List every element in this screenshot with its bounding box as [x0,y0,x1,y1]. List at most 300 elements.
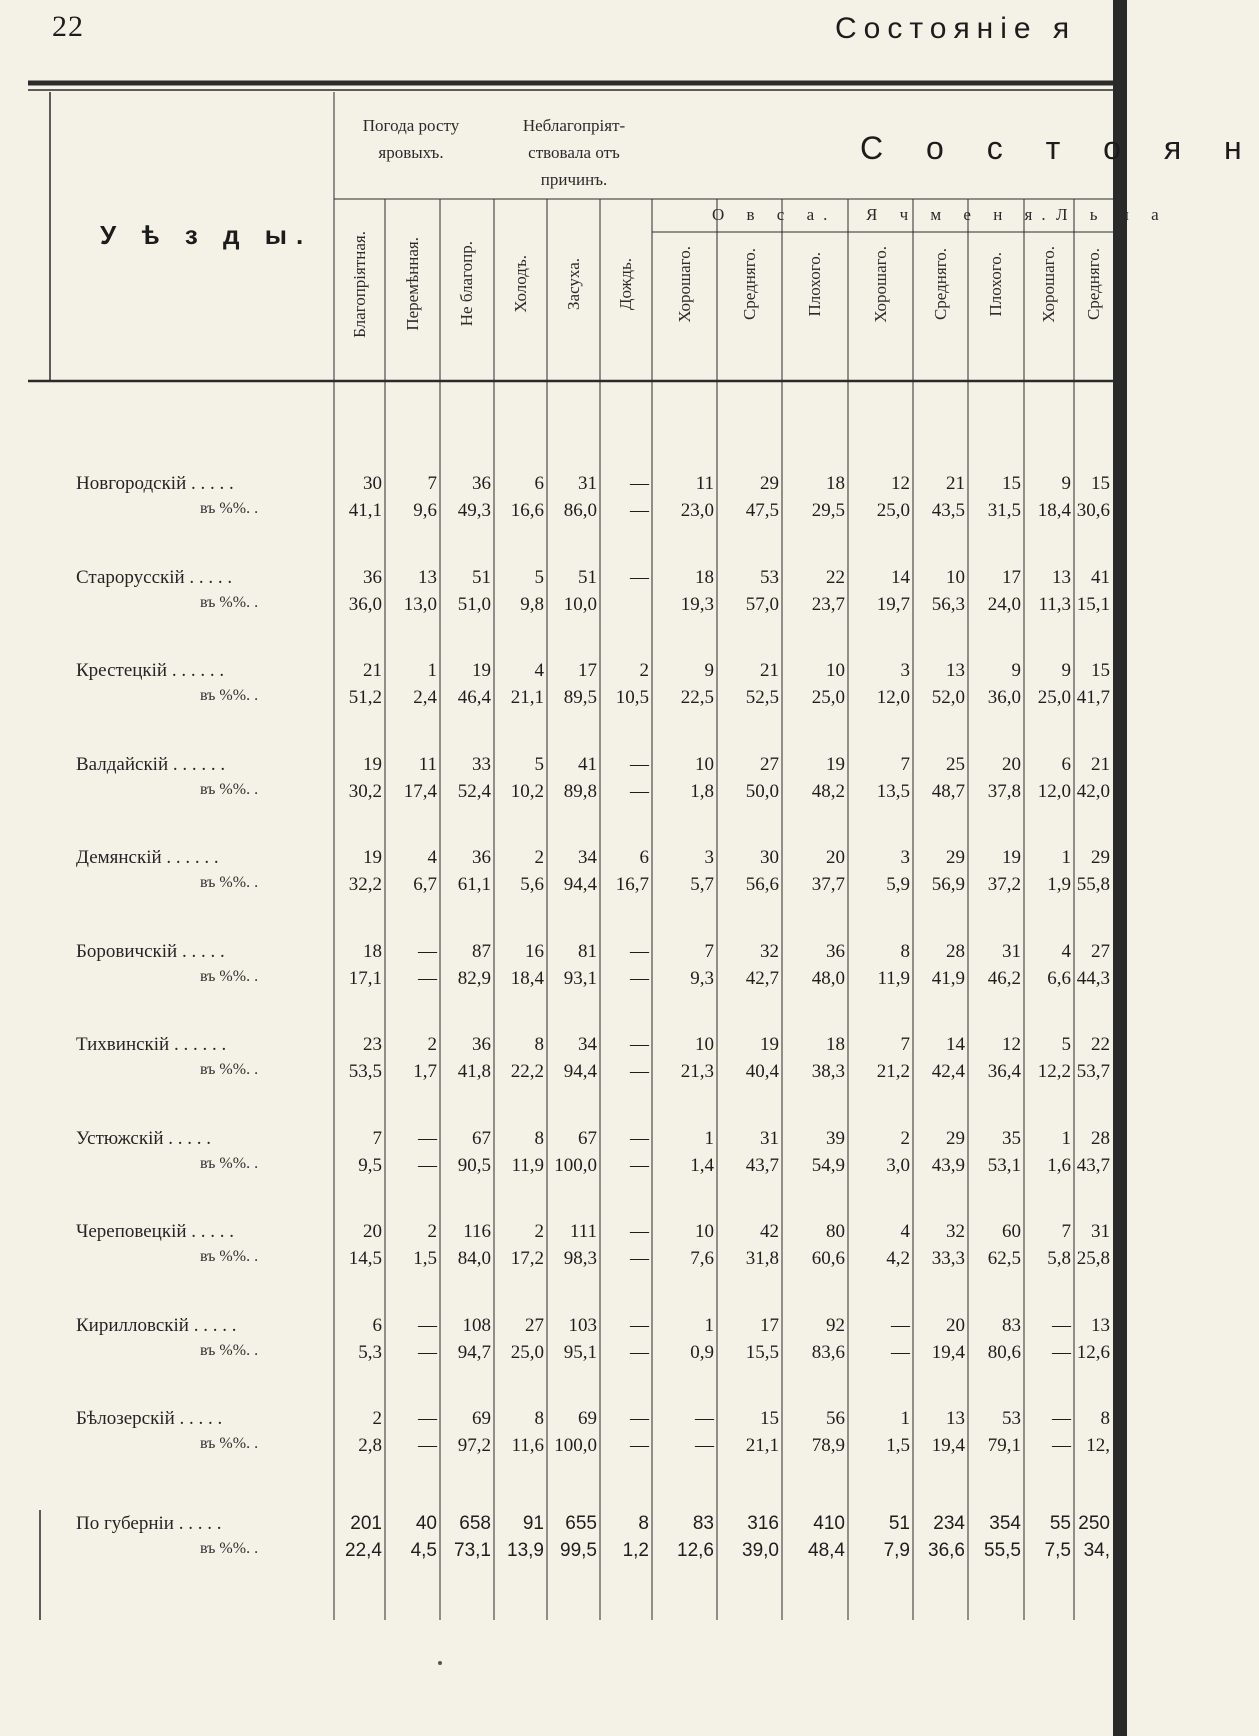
count-cell: 22 [1091,1034,1110,1055]
count-cell: — [630,1034,649,1055]
count-cell: — [1052,1314,1071,1336]
count-cell: — [418,1127,437,1149]
count-cell: 6 [639,847,649,868]
count-cell: 9 [704,660,714,681]
percent-label: въ %%. . [200,687,259,704]
district-name: Боровичскiй . . . . . [76,940,225,962]
adverse-group-header: Неблагопрiят-ствовала отъ причинъ. [522,116,626,189]
count-cell: 19 [826,753,845,775]
count-cell: 33 [472,753,491,775]
count-cell: 18 [826,473,845,494]
percent-cell: 21,3 [680,1061,714,1082]
percent-cell: 41,9 [931,967,965,989]
count-cell: 2 [534,847,544,868]
count-cell: 40 [415,1512,437,1534]
count-cell: 92 [826,1314,845,1336]
percent-cell: 44,3 [1076,967,1110,989]
count-cell: 1 [900,1408,910,1429]
percent-cell: 22,4 [345,1539,382,1561]
percent-cell: 49,3 [457,500,491,521]
percent-cell: — [418,1435,437,1456]
percent-cell: 98,3 [563,1248,597,1269]
barley-group-header: Я ч м е н я. [866,205,1055,224]
count-cell: 2 [639,660,649,681]
percent-cell: 25,0 [510,1341,544,1363]
count-cell: 201 [350,1512,382,1534]
percent-label: въ %%. . [200,1539,259,1557]
percent-cell: 37,8 [987,780,1021,802]
count-cell: 67 [472,1127,491,1149]
stub-header: У ѣ з д ы. [100,220,313,250]
count-cell: 15 [1091,660,1110,681]
count-cell: 11 [418,753,437,775]
count-cell: 36 [363,566,382,588]
count-cell: 2 [372,1408,382,1429]
percent-cell: 46,2 [987,967,1021,989]
column-header: Засуха. [563,258,583,310]
percent-cell: 94,4 [563,1061,597,1082]
count-cell: 13 [946,1408,965,1429]
count-cell: 18 [695,566,714,588]
count-cell: 69 [472,1408,491,1429]
count-cell: 5 [534,566,544,588]
count-cell: 29 [946,847,965,868]
percent-cell: 22,2 [510,1061,544,1082]
count-cell: 29 [760,473,779,494]
count-cell: 60 [1002,1221,1021,1242]
percent-cell: 18,4 [1037,500,1071,521]
percent-cell: 11,6 [511,1435,544,1456]
count-cell: 41 [1091,566,1110,588]
count-cell: 21 [363,660,382,681]
count-cell: 234 [933,1512,965,1534]
district-name: Валдайскiй . . . . . . [76,753,226,775]
percent-cell: 21,1 [510,687,544,708]
percent-cell: 5,9 [886,874,910,895]
count-cell: 15 [760,1408,779,1429]
count-cell: 19 [1002,847,1021,868]
count-cell: 4 [427,847,437,868]
percent-cell: 100,0 [554,1154,597,1176]
percent-cell: — [630,500,649,521]
percent-cell: 21,1 [745,1435,779,1456]
count-cell: 20 [1002,753,1021,775]
count-cell: 10 [826,660,845,681]
percent-cell: 36,0 [348,593,382,615]
count-cell: 30 [760,847,779,868]
page-number: 22 [52,10,84,43]
percent-cell: 46,4 [457,687,491,708]
page-edge-shadow [1113,0,1127,1736]
percent-cell: 2,4 [413,687,437,708]
percent-cell: 10,0 [563,593,597,615]
oats-group-header: О в с а. [712,205,837,224]
percent-cell: 43,5 [931,500,965,521]
count-cell: 15 [1091,473,1110,494]
count-cell: 316 [747,1512,779,1534]
column-header: Холодъ. [510,255,530,313]
count-cell: 1 [1061,847,1071,868]
percent-cell: 9,8 [520,593,544,615]
count-cell: 21 [1091,753,1110,775]
count-cell: 1 [704,1314,714,1336]
percent-cell: 11,9 [511,1154,544,1176]
percent-label: въ %%. . [200,1341,259,1359]
percent-cell: 57,0 [745,593,779,615]
percent-cell: — [1052,1341,1071,1363]
percent-cell: 53,5 [348,1061,382,1082]
percent-cell: 25,0 [876,500,910,521]
count-cell: 23 [363,1034,382,1055]
count-cell: 83 [692,1512,714,1534]
percent-cell: 42,4 [931,1061,965,1082]
percent-cell: 41,1 [348,500,382,521]
percent-cell: 16,6 [510,500,544,521]
count-cell: 3 [900,847,910,868]
count-cell: 35 [1002,1127,1021,1149]
count-cell: 53 [760,566,779,588]
count-cell: 41 [578,753,597,775]
count-cell: 21 [760,660,779,681]
count-cell: 655 [565,1512,597,1534]
percent-cell: 33,3 [931,1248,965,1269]
count-cell: 29 [1091,847,1110,868]
percent-cell: 19,4 [931,1435,965,1456]
district-name: Новгородскiй . . . . . [76,473,234,494]
percent-label: въ %%. . [200,874,259,891]
count-cell: — [418,1314,437,1336]
percent-cell: 56,3 [931,593,965,615]
percent-cell: 18,4 [510,967,544,989]
count-cell: — [418,1408,437,1429]
count-cell: 13 [418,566,437,588]
weather-group-header: Погода росту яровыхъ. [362,116,460,162]
count-cell: 17 [1002,566,1021,588]
count-cell: 8 [534,1034,544,1055]
count-cell: 91 [522,1512,544,1534]
count-cell: 10 [695,1221,714,1242]
count-cell: 3 [900,660,910,681]
column-header: Средняго. [1083,247,1103,321]
percent-cell: 90,5 [457,1154,491,1176]
count-cell: 53 [1002,1408,1021,1429]
percent-cell: 73,1 [454,1539,491,1561]
count-cell: — [630,566,649,588]
percent-cell: 25,0 [811,687,845,708]
percent-cell: 1,2 [622,1539,649,1561]
count-cell: 111 [569,1221,597,1242]
percent-cell: 54,9 [811,1154,845,1176]
count-cell: 4 [900,1221,910,1242]
percent-cell: 42,7 [745,967,779,989]
count-cell: 55 [1049,1512,1071,1534]
count-cell: 32 [760,940,779,962]
count-cell: 2 [534,1221,544,1242]
count-cell: 31 [1002,940,1021,962]
percent-cell: 41,7 [1076,687,1110,708]
percent-cell: 17,4 [403,780,437,802]
district-name: Бѣлозерскiй . . . . . [76,1408,223,1429]
percent-cell: 48,2 [811,780,845,802]
percent-cell: 7,6 [690,1248,714,1269]
percent-cell: 89,8 [563,780,597,802]
percent-cell: 30,2 [348,780,382,802]
percent-cell: 30,6 [1076,500,1110,521]
percent-label: въ %%. . [200,780,259,798]
percent-cell: 53,1 [987,1154,1021,1176]
count-cell: 83 [1002,1314,1021,1336]
count-cell: 1 [1061,1127,1071,1149]
percent-cell: 12,0 [876,687,910,708]
count-cell: 20 [826,847,845,868]
percent-cell: 19,3 [680,593,714,615]
percent-cell: 11,3 [1038,593,1071,615]
count-cell: 7 [900,1034,910,1055]
percent-cell: 53,7 [1076,1061,1110,1082]
percent-cell: 78,9 [811,1435,845,1456]
percent-cell: 94,7 [457,1341,491,1363]
percent-cell: 1,8 [690,780,714,802]
percent-cell: 32,2 [348,874,382,895]
count-cell: — [630,1408,649,1429]
count-cell: 67 [578,1127,597,1149]
percent-cell: 56,6 [745,874,779,895]
column-header: Благопрiятная. [349,230,369,338]
percent-cell: — [630,1061,649,1082]
percent-cell: 48,7 [931,780,965,802]
count-cell: 51 [888,1512,910,1534]
percent-cell: 13,5 [876,780,910,802]
district-name: Старорусскiй . . . . . [76,566,233,588]
count-cell: 31 [760,1127,779,1149]
count-cell: 9 [1061,473,1071,494]
percent-cell: 10,5 [615,687,649,708]
percent-cell: 52,4 [457,780,491,802]
count-cell: 8 [638,1512,649,1534]
count-cell: 410 [813,1512,845,1534]
count-cell: 354 [989,1512,1021,1534]
count-cell: 15 [1002,473,1021,494]
count-cell: 28 [946,940,965,962]
count-cell: 10 [695,1034,714,1055]
count-cell: — [630,940,649,962]
percent-label: въ %%. . [200,967,259,985]
percent-cell: 1,7 [413,1061,437,1082]
column-header: Хорошаго. [674,245,694,323]
percent-cell: 4,2 [886,1248,910,1269]
count-cell: 29 [946,1127,965,1149]
count-cell: 103 [568,1314,597,1336]
count-cell: 32 [946,1221,965,1242]
percent-cell: 50,0 [745,780,779,802]
percent-cell: 24,0 [987,593,1021,615]
count-cell: 108 [462,1314,491,1336]
count-cell: — [630,473,649,494]
percent-cell: — [418,1154,437,1176]
count-cell: 31 [578,473,597,494]
percent-cell: — [630,1435,649,1456]
percent-cell: 5,8 [1047,1248,1071,1269]
count-cell: 21 [946,473,965,494]
count-cell: 31 [1091,1221,1110,1242]
column-header: Хорошаго. [1039,245,1058,323]
count-cell: — [695,1408,714,1429]
column-header: Перемѣнная. [402,237,422,331]
count-cell: 658 [459,1512,491,1534]
column-header: Средняго. [930,247,950,321]
percent-cell: 6,6 [1047,967,1071,989]
percent-cell: — [695,1435,714,1456]
percent-cell: 43,7 [745,1154,779,1176]
percent-cell: 25,0 [1037,687,1071,708]
running-title: Состоянiе я [835,12,1077,45]
count-cell: 7 [1061,1221,1071,1242]
count-cell: 17 [760,1314,779,1336]
percent-cell: 4,5 [410,1539,437,1561]
count-cell: 13 [1091,1314,1110,1336]
count-cell: 2 [427,1221,437,1242]
count-cell: 4 [1061,940,1071,962]
percent-cell: 19,7 [876,593,910,615]
percent-label: въ %%. . [200,1248,259,1265]
percent-cell: 43,7 [1076,1154,1110,1176]
percent-cell: 56,9 [931,874,965,895]
percent-cell: 12, [1086,1435,1110,1456]
percent-label: въ %%. . [200,1435,259,1452]
percent-cell: 15,5 [745,1341,779,1363]
percent-cell: 13,0 [403,593,437,615]
count-cell: 12 [1002,1034,1021,1055]
count-cell: 12 [891,473,910,494]
count-cell: 34 [578,847,597,868]
count-cell: 36 [472,1034,491,1055]
count-cell: 5 [534,753,544,775]
count-cell: 10 [695,753,714,775]
percent-cell: 37,7 [811,874,845,895]
column-header: Хорошаго. [870,245,890,323]
percent-cell: 84,0 [457,1248,491,1269]
district-name: Устюжскiй . . . . . [76,1127,212,1149]
percent-cell: 80,6 [987,1341,1021,1363]
count-cell: 1 [427,660,437,681]
count-cell: 18 [363,940,382,962]
count-cell: 8 [900,940,910,962]
percent-cell: 1,5 [413,1248,437,1269]
percent-cell: 25,8 [1076,1248,1110,1269]
percent-cell: 60,6 [811,1248,845,1269]
percent-cell: — [630,780,649,802]
percent-cell: 100,0 [554,1435,597,1456]
count-cell: — [630,753,649,775]
percent-cell: 29,5 [811,500,845,521]
count-cell: 6 [534,473,544,494]
district-name: Крестецкiй . . . . . . [76,660,225,681]
count-cell: 81 [578,940,597,962]
percent-cell: 97,2 [457,1435,491,1456]
count-cell: 8 [1100,1408,1110,1429]
count-cell: 1 [704,1127,714,1149]
count-cell: 87 [472,940,491,962]
percent-cell: 40,4 [745,1061,779,1082]
percent-cell: 9,5 [358,1154,382,1176]
percent-cell: 52,5 [745,687,779,708]
percent-cell: 36,4 [987,1061,1021,1082]
count-cell: 19 [363,753,382,775]
district-name: Череповецкiй . . . . . [76,1221,235,1242]
percent-cell: 6,7 [413,874,437,895]
percent-cell: 48,0 [811,967,845,989]
column-header: Дождь. [616,257,635,311]
percent-cell: 55,8 [1076,874,1110,895]
count-cell: — [891,1314,910,1336]
percent-cell: 52,0 [931,687,965,708]
count-cell: 19 [760,1034,779,1055]
count-cell: 7 [427,473,437,494]
count-cell: 42 [760,1221,779,1242]
speck [438,1661,442,1665]
percent-cell: 89,5 [563,687,597,708]
count-cell: 51 [472,566,491,588]
count-cell: 27 [525,1314,544,1336]
percent-cell: 47,5 [745,500,779,521]
column-header: Плохого. [805,251,824,317]
count-cell: 250 [1078,1512,1110,1534]
percent-cell: 22,5 [680,687,714,708]
count-cell: 8 [534,1127,544,1149]
percent-cell: 23,0 [680,500,714,521]
count-cell: 28 [1091,1127,1110,1149]
percent-cell: 12,6 [1076,1341,1110,1363]
percent-cell: 62,5 [987,1248,1021,1269]
count-cell: 27 [760,753,779,775]
percent-cell: 11,9 [877,967,910,989]
percent-cell: 39,0 [742,1539,779,1561]
count-cell: 116 [463,1221,491,1242]
percent-cell: 17,2 [510,1248,544,1269]
percent-cell: 36,0 [987,687,1021,708]
percent-cell: 43,9 [931,1154,965,1176]
count-cell: 20 [363,1221,382,1242]
percent-cell: 95,1 [563,1341,597,1363]
percent-cell: 5,7 [690,874,714,895]
count-cell: — [630,1221,649,1242]
percent-label: въ %%. . [200,1061,259,1078]
percent-cell: 82,9 [457,967,491,989]
percent-label: въ %%. . [200,593,259,611]
percent-cell: 83,6 [811,1341,845,1363]
percent-cell: 7,9 [883,1539,910,1561]
count-cell: 7 [900,753,910,775]
percent-cell: 21,2 [876,1061,910,1082]
count-cell: 3 [704,847,714,868]
percent-cell: — [630,1341,649,1363]
percent-cell: 51,0 [457,593,491,615]
count-cell: 5 [1061,1034,1071,1055]
percent-cell: 1,9 [1047,874,1071,895]
percent-cell: 3,0 [886,1154,910,1176]
count-cell: 14 [891,566,910,588]
district-name: Демянскiй . . . . . . [76,847,219,868]
percent-cell: 38,3 [811,1061,845,1082]
percent-cell: 1,4 [690,1154,714,1176]
column-header: Не благопр. [457,241,476,327]
percent-cell: 16,7 [615,874,649,895]
count-cell: 6 [372,1314,382,1336]
percent-label: въ %%. . [200,1154,259,1172]
state-group-header: С о с т о я н [860,130,1259,166]
percent-cell: 41,8 [457,1061,491,1082]
percent-label: въ %%. . [200,500,259,517]
